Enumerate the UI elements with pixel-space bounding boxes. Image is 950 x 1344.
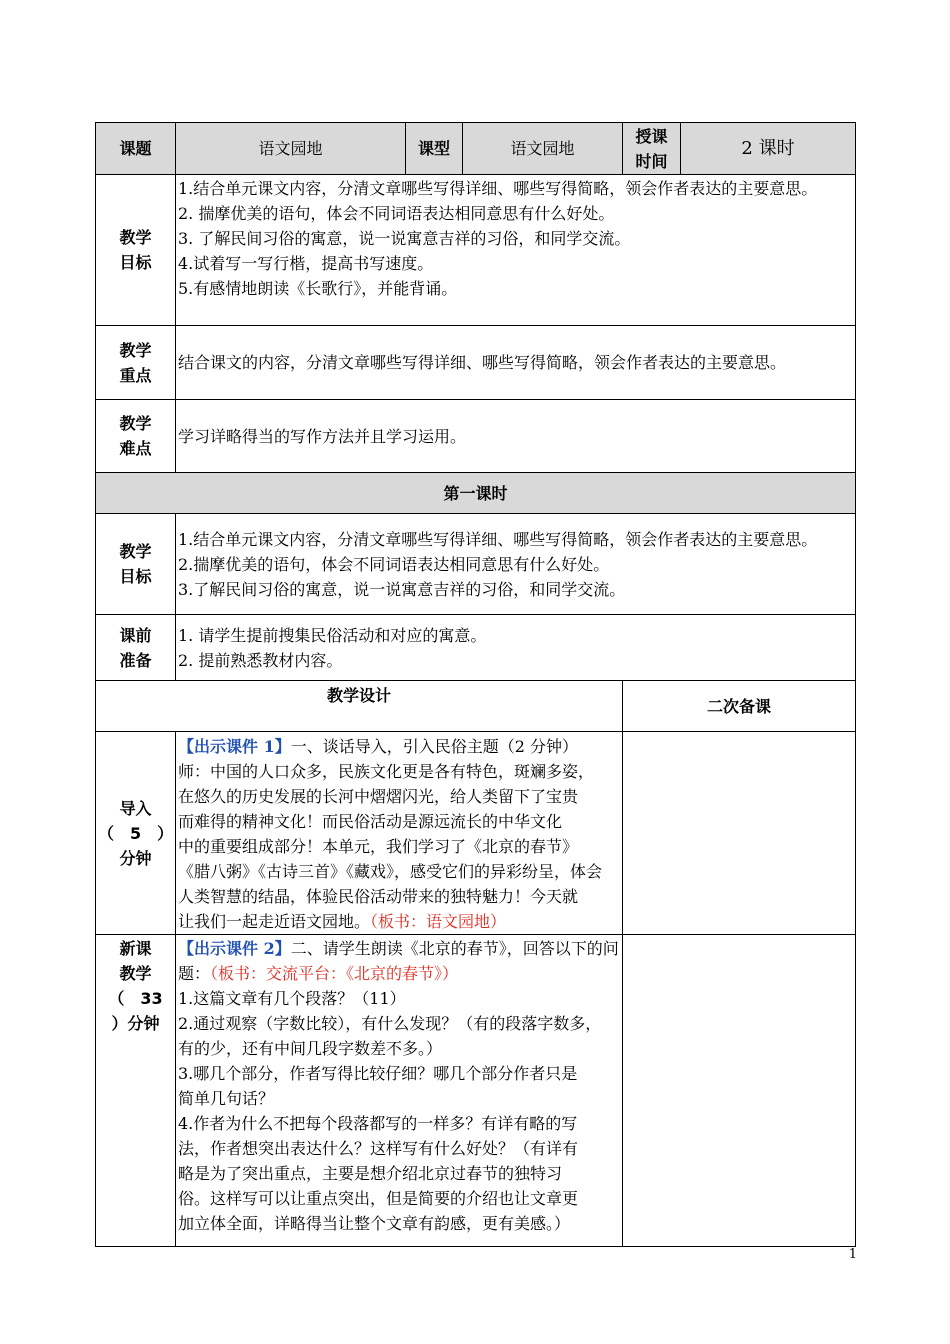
- board-note: （板书：语文园地）: [370, 912, 507, 931]
- intro-line: 《腊八粥》《古诗三首》《藏戏》，感受它们的异彩纷呈，体会: [178, 862, 603, 881]
- new-lesson-content: [176, 935, 623, 1247]
- page-number: 1: [848, 1247, 857, 1262]
- intro-heading: 【出示课件 1】一、谈话导入，引入民俗主题（2 分钟）: [178, 737, 578, 756]
- type-label: 课型: [406, 123, 463, 175]
- intro-line: 而难得的精神文化！而民俗活动是源远流长的中华文化: [178, 812, 563, 831]
- intro-second-prep: [623, 732, 856, 935]
- prep-label: 课前 准备: [96, 615, 176, 681]
- type-value: 语文园地: [463, 123, 623, 175]
- key-points-label: 教学 重点: [96, 326, 176, 400]
- intro-row: [96, 732, 856, 935]
- question-line: 3.哪几个部分，作者写得比较仔细？哪几个部分作者只是: [178, 1064, 578, 1083]
- intro-line: 在悠久的历史发展的长河中熠熠闪光，给人类留下了宝贵: [178, 787, 579, 806]
- design-title: 教学设计: [96, 681, 623, 732]
- question-line: 简单几句话？: [178, 1089, 275, 1108]
- goal-item: 2. 揣摩优美的语句，体会不同词语表达相同意思有什么好处。: [178, 204, 615, 223]
- second-prep-title: 二次备课: [623, 681, 856, 732]
- question-line: 法，作者想突出表达什么？这样写有什么好处？（有详有: [178, 1139, 579, 1158]
- goals-label: 教学 目标: [96, 175, 176, 326]
- question-line: 4.作者为什么不把每个段落都写的一样多？有详有略的写: [178, 1114, 578, 1133]
- goal-item: 4.试着写一写行楷，提高书写速度。: [178, 254, 434, 273]
- question-line: 略是为了突出重点，主要是想介绍北京过春节的独特习: [178, 1164, 563, 1183]
- header-row: [96, 123, 856, 175]
- goals-content: [176, 175, 856, 326]
- intro-line: 中的重要组成部分！本单元，我们学习了《北京的春节》: [178, 837, 579, 856]
- board-note: （板书：交流平台：《北京的春节》）: [210, 964, 459, 983]
- question-line: 2.通过观察（字数比较），有什么发现？（有的段落字数多，: [178, 1014, 602, 1033]
- topic-label: 课题: [96, 123, 176, 175]
- lesson1-goals-label: 教学 目标: [96, 514, 176, 615]
- prep-item: 1. 请学生提前搜集民俗活动和对应的寓意。: [178, 625, 487, 645]
- courseware-tag: 【出示课件 1】: [178, 737, 291, 756]
- goal-item: 3. 了解民间习俗的寓意，说一说寓意吉祥的习俗，和同学交流。: [178, 229, 631, 248]
- question-line: 1.这篇文章有几个段落？（11）: [178, 989, 406, 1008]
- new-lesson-heading-2: 题：（板书：交流平台：《北京的春节》）: [178, 964, 459, 983]
- question-line: 加立体全面，详略得当让整个文章有韵感，更有美感。）: [178, 1214, 571, 1233]
- goal-item: 1.结合单元课文内容，分清文章哪些写得详细、哪些写得简略，领会作者表达的主要意思。: [178, 179, 818, 198]
- intro-line: 让我们一起走近语文园地。（板书：语文园地）: [178, 912, 507, 931]
- difficulties-label: 教学 难点: [96, 400, 176, 473]
- goals-row: [96, 175, 856, 326]
- new-lesson-heading: 【出示课件 2】二、请学生朗读《北京的春节》，回答以下的问: [178, 939, 619, 958]
- time-value: 2 课时: [681, 123, 856, 175]
- time-label: 授课 时间: [623, 123, 681, 175]
- topic-value: 语文园地: [176, 123, 406, 175]
- goal-item: 1.结合单元课文内容，分清文章哪些写得详细、哪些写得简略，领会作者表达的主要意思。: [178, 529, 818, 549]
- goal-item: 5.有感情地朗读《长歌行》，并能背诵。: [178, 279, 458, 298]
- intro-content: [176, 732, 623, 935]
- intro-line: 师：中国的人口众多，民族文化更是各有特色，斑斓多姿，: [178, 762, 595, 781]
- new-lesson-row: [96, 935, 856, 1247]
- prep-row: [96, 615, 856, 681]
- goal-item: 3.了解民间习俗的寓意，说一说寓意吉祥的习俗，和同学交流。: [178, 579, 626, 599]
- lesson1-title-row: [96, 473, 856, 514]
- intro-label: 导入 （ 5 ） 分钟: [96, 732, 176, 935]
- lesson1-title: 第一课时: [96, 473, 856, 514]
- question-line: 有的少，还有中间几段字数差不多。）: [178, 1039, 443, 1058]
- courseware-tag: 【出示课件 2】: [178, 939, 291, 958]
- difficulties-text: 学习详略得当的写作方法并且学习运用。: [176, 400, 856, 473]
- prep-content: [176, 615, 856, 681]
- new-lesson-second-prep: [623, 935, 856, 1247]
- key-points-text: 结合课文的内容，分清文章哪些写得详细、哪些写得简略，领会作者表达的主要意思。: [176, 326, 856, 400]
- difficulties-row: [96, 400, 856, 473]
- new-lesson-label: 新课 教学 （ 33 ）分钟: [96, 935, 176, 1247]
- goal-item: 2.揣摩优美的语句，体会不同词语表达相同意思有什么好处。: [178, 554, 610, 574]
- design-header-row: [96, 681, 856, 732]
- lesson1-goals-row: [96, 514, 856, 615]
- intro-line: 人类智慧的结晶，体验民俗活动带来的独特魅力！今天就: [178, 887, 579, 906]
- prep-item: 2. 提前熟悉教材内容。: [178, 650, 343, 670]
- question-line: 俗。这样写可以让重点突出，但是简要的介绍也让文章更: [178, 1189, 579, 1208]
- key-points-row: [96, 326, 856, 400]
- lesson-plan-table: [95, 122, 856, 1247]
- lesson1-goals-content: [176, 514, 856, 615]
